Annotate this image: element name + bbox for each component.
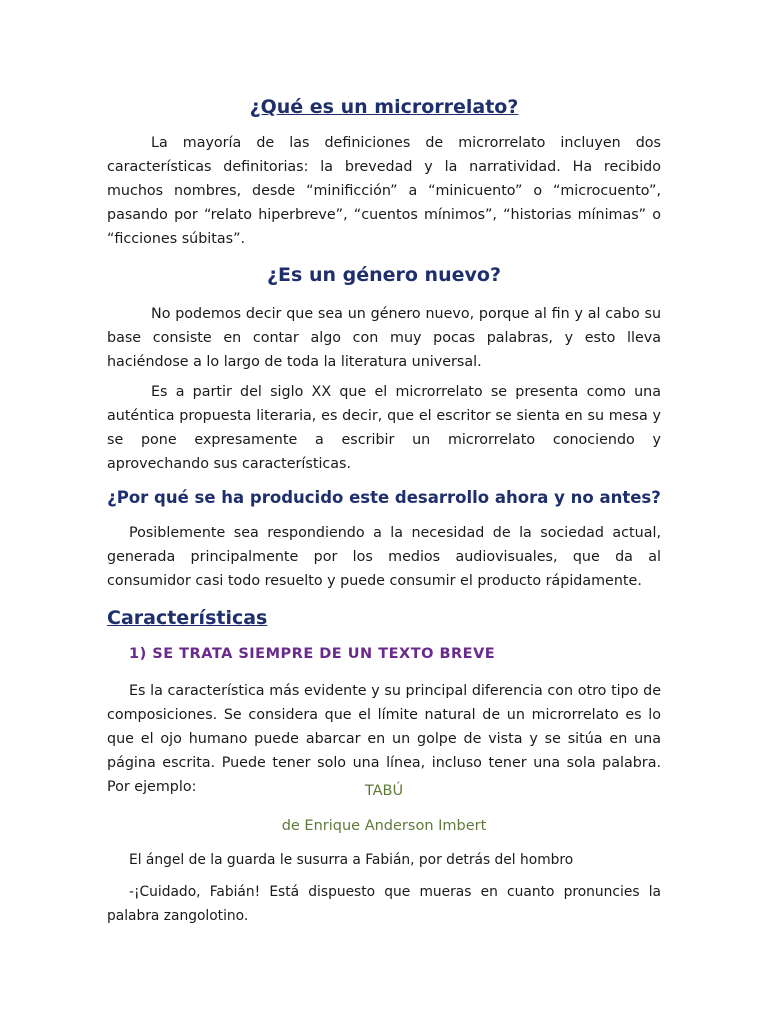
story-title: TABÚ: [364, 783, 404, 799]
subsection-texto-breve: 1) SE TRATA SIEMPRE DE UN TEXTO BREVE: [129, 646, 496, 662]
heading-que-es-microrrelato: ¿Qué es un microrrelato?: [249, 96, 519, 118]
paragraph-definiciones: La mayoría de las definiciones de microrrelato incluyen dos características definitorias: la brevedad y la narratividad. Ha recibido muchos nombres, desde “minificción” a “minicuento” o “microcuento”, pasando por “relato hiperbreve”, “cuentos mínimos”, “historias mínimas” o “ficciones súbitas”.: [107, 135, 661, 247]
paragraph-siglo-xx: Es a partir del siglo XX que el microrrelato se presenta como una auténtica propuesta literaria, es decir, que el escritor se sienta en su mesa y se pone expresamente a escribir un microrrelato conociendo y aprovechando sus características.: [107, 384, 661, 472]
section-title-caracteristicas: Características: [107, 607, 268, 629]
story-line-1: El ángel de la guarda le susurra a Fabián, por detrás del hombro: [129, 852, 574, 868]
story-line-2: -¡Cuidado, Fabián! Está dispuesto que mueras en cuanto pronuncies la palabra zangolotino.: [107, 884, 661, 924]
heading-por-que-desarrollo: ¿Por qué se ha producido este desarrollo ahora y no antes?: [107, 488, 661, 507]
paragraph-genero-nuevo: No podemos decir que sea un género nuevo, porque al fin y al cabo su base consiste en contar algo con muy pocas palabras, y esto lleva haciéndose a lo largo de toda la literatura universal.: [107, 306, 661, 370]
paragraph-caracteristica-evidente: Es la característica más evidente y su principal diferencia con otro tipo de composiciones. Se considera que el límite natural de un microrrelato es lo que el ojo humano puede abarcar en un golpe de vista y se sitúa en una página escrita. Puede tener solo una línea, incluso tener una sola palabra. Por ejemplo:: [107, 683, 661, 795]
paragraph-sociedad-actual: Posiblemente sea respondiendo a la necesidad de la sociedad actual, generada principalmente por los medios audiovisuales, que da al consumidor casi todo resuelto y puede consumir el producto rápidamente.: [107, 525, 661, 589]
heading-genero-nuevo: ¿Es un género nuevo?: [267, 264, 501, 286]
story-author: de Enrique Anderson Imbert: [281, 818, 487, 834]
